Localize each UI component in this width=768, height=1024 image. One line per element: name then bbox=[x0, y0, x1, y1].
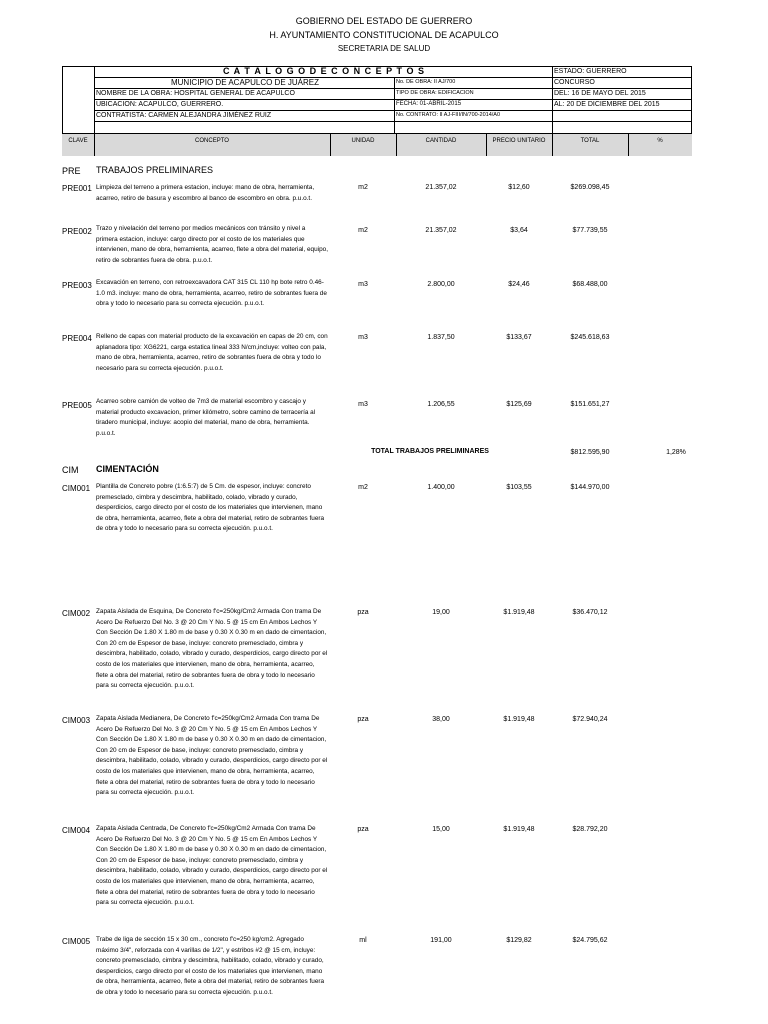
row-description: Relleno de capas con material producto de la excavación en capas de 20 cm, con aplanadora tipo: XG6221, carga estatica lineal 333 N/cm,incluye: volteo con pala, mano de obra, herramienta, acarreo, retiro de sobrantes fuera de obra y todo lo necesario para su correcta ejecución. p.u.o.t. bbox=[96, 333, 328, 372]
row-code: PRE001 bbox=[62, 184, 92, 193]
header-ayuntamiento: H. AYUNTAMIENTO CONSTITUCIONAL DE ACAPULCO bbox=[269, 30, 499, 40]
row-code: PRE002 bbox=[62, 227, 92, 236]
section-total-pre: $812.595,90 bbox=[570, 449, 610, 456]
row-unit: m3 bbox=[358, 281, 368, 288]
row-quantity: 1.400,00 bbox=[427, 484, 455, 491]
column-precio-unitario: PRECIO UNITARIO bbox=[492, 138, 546, 144]
section-code-cim: CIM bbox=[62, 465, 79, 475]
row-total: $269.098,45 bbox=[570, 184, 610, 191]
row-unit: m2 bbox=[358, 184, 368, 191]
row-description: Trazo y nivelación del terreno por medios mecánicos con tránsito y nivel a primera estacion, incluye: cargo directo por el costo de los materiales que intervienen, mano de obra, herramienta, acarreo, flete a obra del material, equipo, retiro de sobrantes fuera de obra. p.u.o.t. bbox=[96, 225, 328, 264]
section-percent-pre: 1,28% bbox=[666, 449, 686, 456]
fecha-field: FECHA: 01-ABRIL-2015 bbox=[396, 101, 462, 107]
no-obra-field: No. DE OBRA: II AJ/700 bbox=[396, 79, 456, 85]
row-unit: m2 bbox=[358, 484, 368, 491]
row-code: PRE004 bbox=[62, 334, 92, 343]
row-unit-price: $133,67 bbox=[506, 334, 532, 341]
concurso-field: CONCURSO bbox=[554, 79, 595, 86]
row-quantity: 21.357,02 bbox=[425, 184, 457, 191]
row-code: PRE003 bbox=[62, 281, 92, 290]
header-secretaria: SECRETARIA DE SALUD bbox=[337, 44, 431, 53]
contratista-field: CONTRATISTA: CARMEN ALEJANDRA JIMÉNEZ RUIZ bbox=[96, 112, 272, 119]
row-description: Acarreo sobre camión de volteo de 7m3 de material escombro y cascajo y material producto excavacion, primer kilómetro, sobre camino de terracería al tiradero municipal, incluye: acopio del material, mano de obra, herramienta. p.u.o.t. bbox=[96, 398, 316, 437]
grid-line bbox=[396, 133, 397, 156]
row-total: $72.940,24 bbox=[572, 716, 608, 723]
row-unit: m3 bbox=[358, 401, 368, 408]
column-percent: % bbox=[657, 138, 663, 144]
row-total: $151.651,27 bbox=[570, 401, 610, 408]
row-quantity: 1.837,50 bbox=[427, 334, 455, 341]
column-concepto: CONCEPTO bbox=[195, 138, 229, 144]
row-unit-price: $1.919,48 bbox=[503, 716, 535, 723]
row-unit: m3 bbox=[358, 334, 368, 341]
column-cantidad: CANTIDAD bbox=[425, 138, 457, 144]
row-total: $77.739,55 bbox=[572, 227, 608, 234]
row-description: Excavación en terreno, con retroexcavadora CAT 315 CL 110 hp bote retro 0.46-1.0 m3. incluye: mano de obra, herramienta, acarreo, retiro de sobrantes fuera de obra y todo lo necesario para su correcta ejecución. p.u.o.t. bbox=[96, 279, 327, 308]
row-quantity: 21.357,02 bbox=[425, 227, 457, 234]
row-unit: pza bbox=[357, 826, 369, 833]
row-unit-price: $24,46 bbox=[508, 281, 530, 288]
catalog-title: C A T Á L O G O D E C O N C E P T O S bbox=[222, 66, 426, 76]
row-quantity: 2.800,00 bbox=[427, 281, 455, 288]
column-clave: CLAVE bbox=[68, 138, 88, 144]
row-unit-price: $1.919,48 bbox=[503, 826, 535, 833]
row-total: $28.792,20 bbox=[572, 826, 608, 833]
row-unit-price: $125,69 bbox=[506, 401, 532, 408]
section-title-cim: CIMENTACIÓN bbox=[96, 464, 159, 474]
row-code: CIM005 bbox=[62, 937, 91, 946]
row-description: Zapata Aislada de Esquina, De Concreto f'c=250kg/Cm2 Armada Con trama De Acero De Refuerzo Del No. 3 @ 20 Cm Y No. 5 @ 15 cm En Ambos Lechos Y Con Sección De 1.80 X 1.80 m de base y 0.30 X 0.30 m en dado de cimentacion, Con 20 cm de Espesor de base, incluye: concreto premesclado, cimbra y descimbra, habilitado, colado, vibrado y curado, desperdicios, cargo directo por el costo de los materiales que intervienen, mano de obra, herramienta, acarreo, flete a obra del material, retiro de sobrantes fuera de obra y todo lo necesario para su correcta ejecución. p.u.o.t. bbox=[96, 608, 328, 690]
row-code: PRE005 bbox=[62, 401, 92, 410]
row-quantity: 1.206,55 bbox=[427, 401, 455, 408]
row-total: $68.488,00 bbox=[572, 281, 608, 288]
row-total: $36.470,12 bbox=[572, 609, 608, 616]
row-code: CIM002 bbox=[62, 609, 91, 618]
row-unit-price: $3,64 bbox=[510, 227, 528, 234]
municipio-field: MUNICIPIO DE ACAPULCO DE JUÁREZ bbox=[170, 78, 320, 87]
grid-line bbox=[628, 133, 629, 156]
row-description: Trabe de liga de sección 15 x 30 cm., concreto f'c=250 kg/cm2. Agregado máximo 3/4", reforzada con 4 varillas de 1/2", y estribos #2 @ 15 cm, incluye: concreto premesclado, cimbra y descimbra, habilitado, colado, vibrado y curado, desperdicios, cargo directo por el costo de los materiales que intervienen, mano de obra, herramienta, acarreo, flete a obra del material, retiro de sobrantes fuera de obra y todo lo necesario para su correcta ejecución. p.u.o.t. bbox=[96, 936, 325, 996]
row-unit-price: $1.919,48 bbox=[503, 609, 535, 616]
row-description: Limpieza del terreno a primera estacion, incluye: mano de obra, herramienta, acarreo, retiro de basura y escombro al banco de escombro en obra. p.u.o.t. bbox=[96, 184, 315, 202]
row-total: $24.795,62 bbox=[572, 937, 608, 944]
grid-line bbox=[94, 121, 692, 122]
row-unit: pza bbox=[357, 716, 369, 723]
obra-field: NOMBRE DE LA OBRA: HOSPITAL GENERAL DE ACAPULCO bbox=[96, 90, 295, 97]
grid-line bbox=[486, 133, 487, 156]
del-field: DEL: 16 DE MAYO DEL 2015 bbox=[554, 90, 646, 97]
row-description: Zapata Aislada Medianera, De Concreto f'c=250kg/Cm2 Armada Con trama De Acero De Refuerzo Del No. 3 @ 20 Cm Y No. 5 @ 15 cm En Ambos Lechos Y Con Sección De 1.80 X 1.80 m de base y 0.30 X 0.30 m en dado de cimentacion, Con 20 cm de Espesor de base, incluye: concreto premesclado, cimbra y descimbra, habilitado, colado, vibrado y curado, desperdicios, cargo directo por el costo de los materiales que intervienen, mano de obra, herramienta, acarreo, flete a obra del material, retiro de sobrantes fuera de obra y todo lo necesario para su correcta ejecución. p.u.o.t. bbox=[96, 715, 328, 797]
row-quantity: 15,00 bbox=[432, 826, 450, 833]
row-unit: m2 bbox=[358, 227, 368, 234]
row-total: $144.970,00 bbox=[570, 484, 610, 491]
al-field: AL: 20 DE DICIEMBRE DEL 2015 bbox=[554, 101, 660, 108]
section-total-label-pre: TOTAL TRABAJOS PRELIMINARES bbox=[371, 448, 489, 455]
row-code: CIM003 bbox=[62, 716, 91, 725]
row-total: $245.618,63 bbox=[570, 334, 610, 341]
section-code-pre: PRE bbox=[62, 166, 81, 176]
row-code: CIM004 bbox=[62, 826, 91, 835]
section-title-pre: TRABAJOS PRELIMINARES bbox=[96, 165, 214, 175]
row-code: CIM001 bbox=[62, 484, 91, 493]
tipo-obra-field: TIPO DE OBRA: EDIFICACION bbox=[396, 90, 474, 96]
header-government: GOBIERNO DEL ESTADO DE GUERRERO bbox=[295, 16, 473, 26]
estado-field: ESTADO: GUERRERO bbox=[554, 68, 627, 75]
row-description: Plantilla de Concreto pobre (1:6.5:7) de 5 Cm. de espesor, incluye: concreto premesclado, cimbra y descimbra, habilitado, colado, vibrado y curado, desperdicios, cargo directo por el costo de los materiales que intervienen, mano de obra, herramienta, acarreo, flete a obra del material, retiro de sobrantes fuera de obra y todo lo necesario para su correcta ejecución. p.u.o.t. bbox=[96, 483, 325, 533]
row-quantity: 38,00 bbox=[432, 716, 450, 723]
row-unit-price: $12,60 bbox=[508, 184, 530, 191]
no-contrato-field: No. CONTRATO: II AJ-FIII/IN/700-2014/A0 bbox=[396, 112, 501, 118]
row-description: Zapata Aislada Centrada, De Concreto f'c=250kg/Cm2 Armada Con trama De Acero De Refuerzo Del No. 3 @ 20 Cm Y No. 5 @ 15 cm En Ambos Lechos Y Con Sección De 1.80 X 1.80 m de base y 0.30 X 0.30 m en dado de cimentacion, Con 20 cm de Espesor de base, incluye: concreto premesclado, cimbra y descimbra, habilitado, colado, vibrado y curado, desperdicios, cargo directo por el costo de los materiales que intervienen, mano de obra, herramienta, acarreo, flete a obra del material, retiro de sobrantes fuera de obra y todo lo necesario para su correcta ejecución. p.u.o.t. bbox=[96, 825, 328, 907]
row-unit-price: $129,82 bbox=[506, 937, 532, 944]
row-unit: ml bbox=[359, 937, 367, 944]
grid-line bbox=[62, 133, 692, 134]
ubicacion-field: UBICACION: ACAPULCO, GUERRERO. bbox=[96, 101, 224, 108]
row-quantity: 19,00 bbox=[432, 609, 450, 616]
row-unit: pza bbox=[357, 609, 369, 616]
grid-line bbox=[330, 133, 331, 156]
row-unit-price: $103,55 bbox=[506, 484, 532, 491]
column-unidad: UNIDAD bbox=[351, 138, 375, 144]
row-quantity: 191,00 bbox=[430, 937, 452, 944]
column-total: TOTAL bbox=[580, 138, 600, 144]
